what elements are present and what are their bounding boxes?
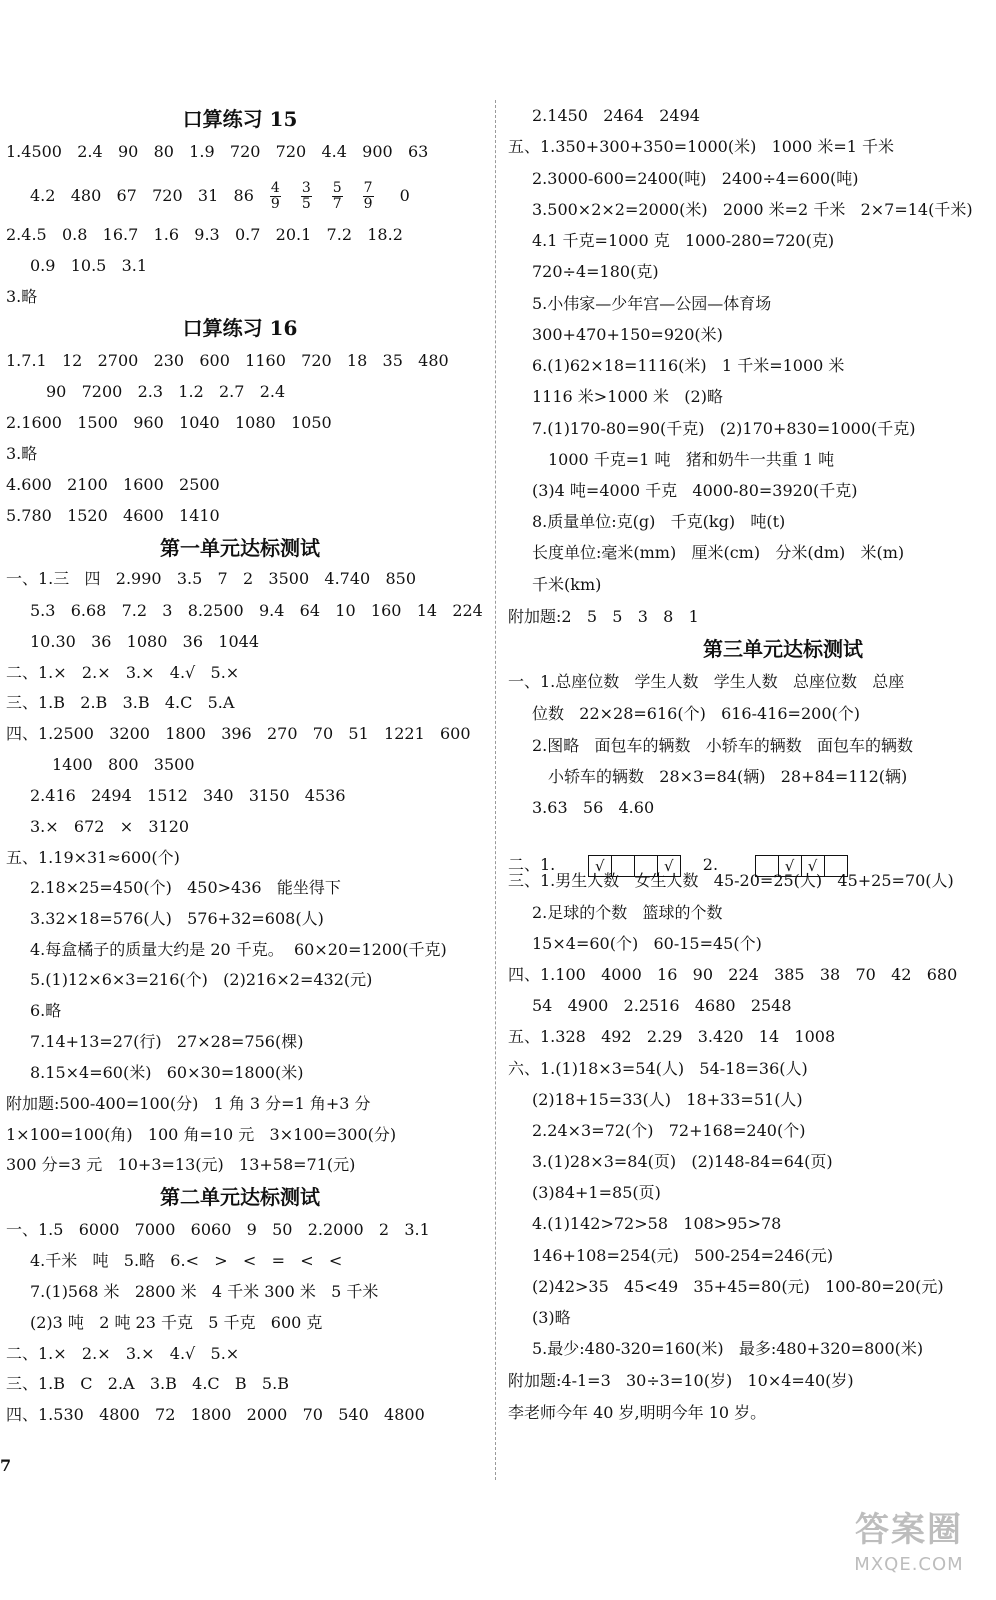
answer-line: 1000 千克=1 吨 猪和奶牛一共重 1 吨 — [548, 450, 835, 469]
answer-line: 4.600 2100 1600 2500 — [6, 475, 220, 494]
answer-line: 2.足球的个数 篮球的个数 — [532, 903, 723, 922]
answer-line: 2.1600 1500 960 1040 1080 1050 — [6, 413, 332, 432]
fraction-numerator: 5 — [332, 179, 342, 196]
answer-line: 1116 米>1000 米 (2)略 — [532, 387, 723, 406]
answer-line: 一、1.三 四 2.990 3.5 7 2 3500 4.740 850 — [6, 569, 417, 588]
answer-line: 1.4500 2.4 90 80 1.9 720 720 4.4 900 63 — [6, 142, 429, 161]
answer-line: 二、1.× 2.× 3.× 4.√ 5.× — [6, 663, 240, 682]
answer-line: (2)18+15=33(人) 18+33=51(人) — [532, 1090, 803, 1109]
answer-line: 4.1 千克=1000 克 1000-280=720(克) — [532, 231, 835, 250]
answer-line: 三、1.B 2.B 3.B 4.C 5.A — [6, 693, 235, 712]
answer-line: (2)42>35 45<49 35+45=80(元) 100-80=20(元) — [532, 1277, 944, 1296]
answer-line: 3.32×18=576(人) 576+32=608(人) — [30, 909, 324, 928]
answer-line: 8.15×4=60(米) 60×30=1800(米) — [30, 1063, 304, 1082]
fraction-denominator: 5 — [301, 195, 311, 212]
answer-line: 4.(1)142>72>58 108>95>78 — [532, 1214, 782, 1233]
fraction — [301, 181, 312, 212]
watermark-url: MXQE.COM — [854, 1554, 964, 1575]
section-heading: 口算练习 15 — [182, 107, 298, 131]
section-heading: 第一单元达标测试 — [160, 536, 320, 560]
answer-line: 10.30 36 1080 36 1044 — [30, 632, 259, 651]
answer-line: 六、1.(1)18×3=54(人) 54-18=36(人) — [508, 1059, 808, 1078]
answer-line: 李老师今年 40 岁,明明今年 10 岁。 — [508, 1403, 767, 1422]
answer-line: 五、1.350+300+350=1000(米) 1000 米=1 千米 — [508, 137, 895, 156]
answer-line: 90 7200 2.3 1.2 2.7 2.4 — [46, 382, 286, 401]
answer-line: 2.图略 面包车的辆数 小轿车的辆数 面包车的辆数 — [532, 736, 914, 755]
answer-line: 5.780 1520 4600 1410 — [6, 506, 220, 525]
answer-line: 7.(1)170-80=90(千克) (2)170+830=1000(千克) — [532, 419, 916, 438]
answer-line: 附加题:2 5 5 3 8 1 — [508, 607, 699, 626]
watermark-logo — [828, 1508, 990, 1596]
answer-text: 0 — [399, 186, 410, 205]
answer-line: 6.略 — [30, 1001, 62, 1020]
answer-line: 5.(1)12×6×3=216(个) (2)216×2=432(元) — [30, 970, 373, 989]
answer-line: 四、1.100 4000 16 90 224 385 38 70 42 680 — [508, 965, 958, 984]
answer-line: 7.(1)568 米 2800 米 4 千米 300 米 5 千米 — [30, 1282, 379, 1301]
answer-line: 720÷4=180(克) — [532, 262, 659, 281]
answer-line: 2.3000-600=2400(吨) 2400÷4=600(吨) — [532, 169, 859, 188]
answer-box: √ — [588, 855, 612, 877]
answer-line: (2)3 吨 2 吨 23 千克 5 千克 600 克 — [30, 1313, 323, 1332]
answer-line-fractions — [30, 176, 410, 216]
answer-box: √ — [779, 855, 802, 877]
answer-line: 146+108=254(元) 500-254=246(元) — [532, 1246, 834, 1265]
answer-line: 3.63 56 4.60 — [532, 798, 655, 817]
answer-line: 一、1.总座位数 学生人数 学生人数 总座位数 总座 — [508, 672, 905, 691]
answer-line: 300 分=3 元 10+3=13(元) 13+58=71(元) — [6, 1155, 356, 1174]
answer-line: 长度单位:毫米(mm) 厘米(cm) 分米(dm) 米(m) — [532, 543, 905, 562]
answer-line: 5.小伟家—少年宫—公园—体育场 — [532, 294, 772, 313]
answer-line: 3.500×2×2=2000(米) 2000 米=2 千米 2×7=14(千米) — [532, 200, 973, 219]
answer-line: 5.最少:480-320=160(米) 最多:480+320=800(米) — [532, 1339, 924, 1358]
answer-line: 五、1.328 492 2.29 3.420 14 1008 — [508, 1027, 836, 1046]
answer-line: 三、1.男生人数 女生人数 45-20=25(人) 45+25=70(人) — [508, 871, 954, 890]
answer-line: 300+470+150=920(米) — [532, 325, 723, 344]
answer-line: 二、1.× 2.× 3.× 4.√ 5.× — [6, 1344, 240, 1363]
answer-line: (3)4 吨=4000 千克 4000-80=3920(千克) — [532, 481, 858, 500]
answer-line: (3)84+1=85(页) — [532, 1183, 661, 1202]
answer-line: 小轿车的辆数 28×3=84(辆) 28+84=112(辆) — [548, 767, 908, 786]
answer-line: 2.24×3=72(个) 72+168=240(个) — [532, 1121, 806, 1140]
answer-line: 一、1.5 6000 7000 6060 9 50 2.2000 2 3.1 — [6, 1220, 430, 1239]
answer-line: 4.每盒橘子的质量大约是 20 千克。 60×20=1200(千克) — [30, 940, 447, 959]
answer-line: 位数 22×28=616(个) 616-416=200(个) — [532, 704, 860, 723]
answer-line: 5.3 6.68 7.2 3 8.2500 9.4 64 10 160 14 224 — [30, 601, 483, 620]
fraction — [363, 181, 374, 212]
answer-line: 四、1.530 4800 72 1800 2000 70 540 4800 — [6, 1405, 425, 1424]
fraction-numerator: 4 — [270, 179, 280, 196]
answer-line: 2.4.5 0.8 16.7 1.6 9.3 0.7 20.1 7.2 18.2 — [6, 225, 403, 244]
section-heading: 口算练习 16 — [182, 316, 298, 340]
watermark-text: 答案圈 — [855, 1510, 963, 1550]
answer-line: 3.(1)28×3=84(页) (2)148-84=64(页) — [532, 1152, 833, 1171]
answer-line: 2.18×25=450(个) 450>436 能坐得下 — [30, 878, 341, 897]
fraction — [270, 181, 281, 212]
answer-line: 3.略 — [6, 287, 38, 306]
answer-line: (3)略 — [532, 1308, 571, 1327]
answer-line: 四、1.2500 3200 1800 396 270 70 51 1221 600 — [6, 724, 471, 743]
answer-line: 附加题:500-400=100(分) 1 角 3 分=1 角+3 分 — [6, 1094, 371, 1113]
section-heading: 第二单元达标测试 — [160, 1185, 320, 1209]
answer-text: 4.2 480 67 720 31 86 — [30, 186, 254, 205]
answer-line: 3.× 672 × 3120 — [30, 817, 190, 836]
answer-line: 7.14+13=27(行) 27×28=756(棵) — [30, 1032, 304, 1051]
answer-line: 54 4900 2.2516 4680 2548 — [532, 996, 792, 1015]
column-divider — [495, 100, 496, 1480]
answer-line: 6.(1)62×18=1116(米) 1 千米=1000 米 — [532, 356, 845, 375]
answer-line: 1.7.1 12 2700 230 600 1160 720 18 35 480 — [6, 351, 449, 370]
answer-line: 4.千米 吨 5.略 6.< > < = < < — [30, 1251, 343, 1270]
answer-line: 千米(km) — [532, 575, 602, 594]
answer-line: 五、1.19×31≈600(个) — [6, 848, 180, 867]
answer-line: 0.9 10.5 3.1 — [30, 256, 148, 275]
answer-line: 2.1450 2464 2494 — [532, 106, 700, 125]
answer-line: 8.质量单位:克(g) 千克(kg) 吨(t) — [532, 512, 786, 531]
section-heading: 第三单元达标测试 — [703, 637, 863, 661]
fraction-denominator: 7 — [332, 195, 342, 212]
answer-box: √ — [658, 855, 681, 877]
answer-text: 2. — [702, 855, 719, 875]
answer-line: 1×100=100(角) 100 角=10 元 3×100=300(分) — [6, 1125, 397, 1144]
fraction-denominator: 9 — [363, 195, 373, 212]
answer-line: 2.416 2494 1512 340 3150 4536 — [30, 786, 346, 805]
answer-line: 3.略 — [6, 444, 38, 463]
fraction — [332, 181, 343, 212]
answer-line: 1400 800 3500 — [52, 755, 195, 774]
answer-line: 附加题:4-1=3 30÷3=10(岁) 10×4=40(岁) — [508, 1371, 854, 1390]
fraction-denominator: 9 — [270, 195, 280, 212]
answer-text: 二、1. — [508, 855, 556, 875]
answer-line: 15×4=60(个) 60-15=45(个) — [532, 934, 762, 953]
page-number: 7 — [0, 1456, 12, 1475]
answer-line: 三、1.B C 2.A 3.B 4.C B 5.B — [6, 1374, 289, 1393]
fraction-numerator: 7 — [363, 179, 373, 196]
answer-box: √ — [802, 855, 825, 877]
fraction-numerator: 3 — [301, 179, 311, 196]
